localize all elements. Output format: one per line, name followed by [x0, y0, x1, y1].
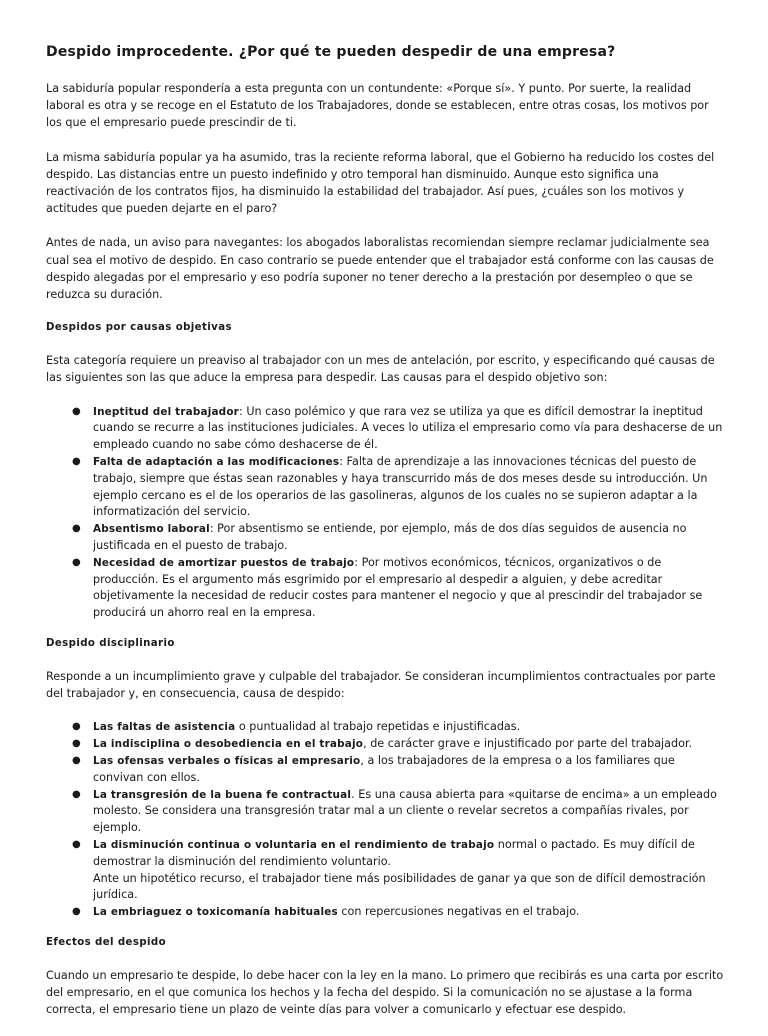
page-title: Despido improcedente. ¿Por qué te pueden despedir de una empresa? [46, 44, 616, 60]
list-item-extra-text: Ante un hipotético recurso, el trabajador tiene más posibilidades de ganar ya que son de difícil demostración jurídica. [93, 871, 706, 902]
list-item [46, 404, 726, 454]
bullet-icon: ● [72, 523, 81, 535]
bullet-icon: ● [72, 456, 81, 468]
list-item-term: La embriaguez o toxicomanía habituales [93, 906, 338, 919]
list-item-term: Falta de adaptación a las modificaciones [93, 456, 340, 469]
list-item-term: La transgresión de la buena fe contractual [93, 788, 352, 801]
section-heading-objetivas: Despidos por causas objetivas [46, 322, 232, 334]
list-item-text: , a los trabajadores de la empresa o a los familiares que convivan con ellos. [93, 754, 675, 784]
list-item-term: La indisciplina o desobediencia en el trabajo [93, 738, 364, 751]
bullet-icon: ● [72, 556, 81, 568]
list-item-text: : Falta de aprendizaje a las innovaciones técnicas del puesto de trabajo, siempre que éstas sean razonables y haya transcurrido más de dos meses desde su introducción. Un ejemplo cercano es el de los operarios de las gasolineras, algunos de los cuales no se supieron adaptar a la informatización del servicio. [93, 455, 708, 519]
list-item-text: normal o pactado. Es muy difícil de demostrar la disminución del rendimiento voluntario. [93, 837, 695, 868]
list-item-text: : Un caso polémico y que rara vez se utiliza ya que es difícil demostrar la ineptitud cuando se recurre a las instituciones judiciales. A veces lo utiliza el empresario como vía para deshacerse de un empleado cuando no sabe cómo deshacerse de él. [93, 404, 723, 452]
document-content [46, 42, 726, 1036]
intro-paragraph-2: La misma sabiduría popular ya ha asumido, tras la reciente reforma laboral, que el Gobierno ha reducido los costes del despido. Las distancias entre un puesto indefinido y otro temporal han disminuido. Aunque esto significa una reactivación de los contratos fijos, ha disminuido la estabilidad del trabajador. Así pues, ¿cuáles son los motivos y actitudes que pueden dejarte en el paro? [46, 150, 715, 216]
list-item [46, 753, 726, 787]
list-item-text: . Es una causa abierta para «quitarse de encima» a un empleado molesto. Se considera una transgresión tratar mal a un cliente o revelar secretos a compañías rivales, por ejemplo. [93, 787, 717, 835]
bullet-icon: ● [72, 906, 81, 918]
bullet-icon: ● [72, 788, 81, 800]
list-item [46, 719, 726, 736]
bullet-icon: ● [72, 738, 81, 750]
intro-paragraph-3: Antes de nada, un aviso para navegantes: los abogados laboralistas recomiendan siempre reclamar judicialmente sea cual sea el motivo de despido. En caso contrario se puede entender que el trabajador está conforme con las causas de despido alegadas por el empresario y eso podría suponer no tener derecho a la prestación por desempleo o que se reduzca su duración. [46, 236, 714, 302]
list-item-text: , de carácter grave e injustificado por parte del trabajador. [363, 737, 693, 751]
section-text-efectos: Cuando un empresario te despide, lo debe hacer con la ley en la mano. Lo primero que recibirás es una carta por escrito del empresario, en el que comunica los hechos y la fecha del despido. Si la comunicación no se ajustase a la forma correcta, el empresario tiene un plazo de veinte días para volver a comunicarlo y efectuar ese despido. [46, 968, 724, 1017]
list-item [46, 736, 726, 753]
section-heading-efectos: Efectos del despido [46, 936, 167, 948]
bullet-icon: ● [72, 405, 81, 417]
list-item-term: Las faltas de asistencia [93, 721, 236, 734]
list-item [46, 454, 726, 521]
list-item [46, 904, 726, 921]
list-item-term: Ineptitud del trabajador [93, 405, 239, 418]
bullet-icon: ● [72, 755, 81, 766]
list-item-text: con repercusiones negativas en el trabajo. [337, 905, 580, 919]
list-item-term: Absentismo laboral [93, 523, 210, 536]
section-heading-disciplinario: Despido disciplinario [46, 638, 175, 649]
section-text-objetivas: Esta categoría requiere un preaviso al trabajador con un mes de antelación, por escrito, y especificando qué causas de las siguientes son las que aduce la empresa para despedir. Las causas para el despido objetivo son: [46, 354, 715, 385]
list-item [46, 521, 726, 555]
list-item-text: : Por absentismo se entiende, por ejemplo, más de dos días seguidos de ausencia no justificada en el puesto de trabajo. [93, 522, 687, 553]
bullet-icon: ● [72, 721, 81, 733]
intro-paragraph-1: La sabiduría popular respondería a esta pregunta con un contundente: «Porque sí». Y punto. Por suerte, la realidad laboral es otra y se recoge en el Estatuto de los Trabajadores, donde se establecen, entre otras cosas, los motivos por los que el empresario puede prescindir de ti. [46, 82, 709, 130]
list-item [46, 837, 726, 904]
list-item-term: Las ofensas verbales o físicas al empresario [93, 755, 361, 767]
list-item-term: La disminución continua o voluntaria en el rendimiento de trabajo [93, 838, 495, 851]
section-text-disciplinario: Responde a un incumplimiento grave y culpable del trabajador. Se consideran incumplimientos contractuales por parte del trabajador y, en consecuencia, causa de despido: [46, 670, 716, 701]
bullet-icon: ● [72, 838, 81, 850]
list-item [46, 555, 726, 622]
list-item [46, 787, 726, 837]
objetivas-list [46, 404, 726, 622]
list-item-text: : Por motivos económicos, técnicos, organizativos o de producción. Es el argumento más esgrimido por el empresario al despedir a alguien, y debe acreditar objetivamente la necesidad de reducir costes para mantener el negocio y que al prescindir del trabajador se producirá un ahorro real en la empresa. [93, 555, 703, 620]
list-item-term: Necesidad de amortizar puestos de trabajo [93, 556, 355, 569]
list-item-text: o puntualidad al trabajo repetidas e injustificadas. [235, 720, 521, 734]
disciplinario-list [46, 719, 726, 921]
